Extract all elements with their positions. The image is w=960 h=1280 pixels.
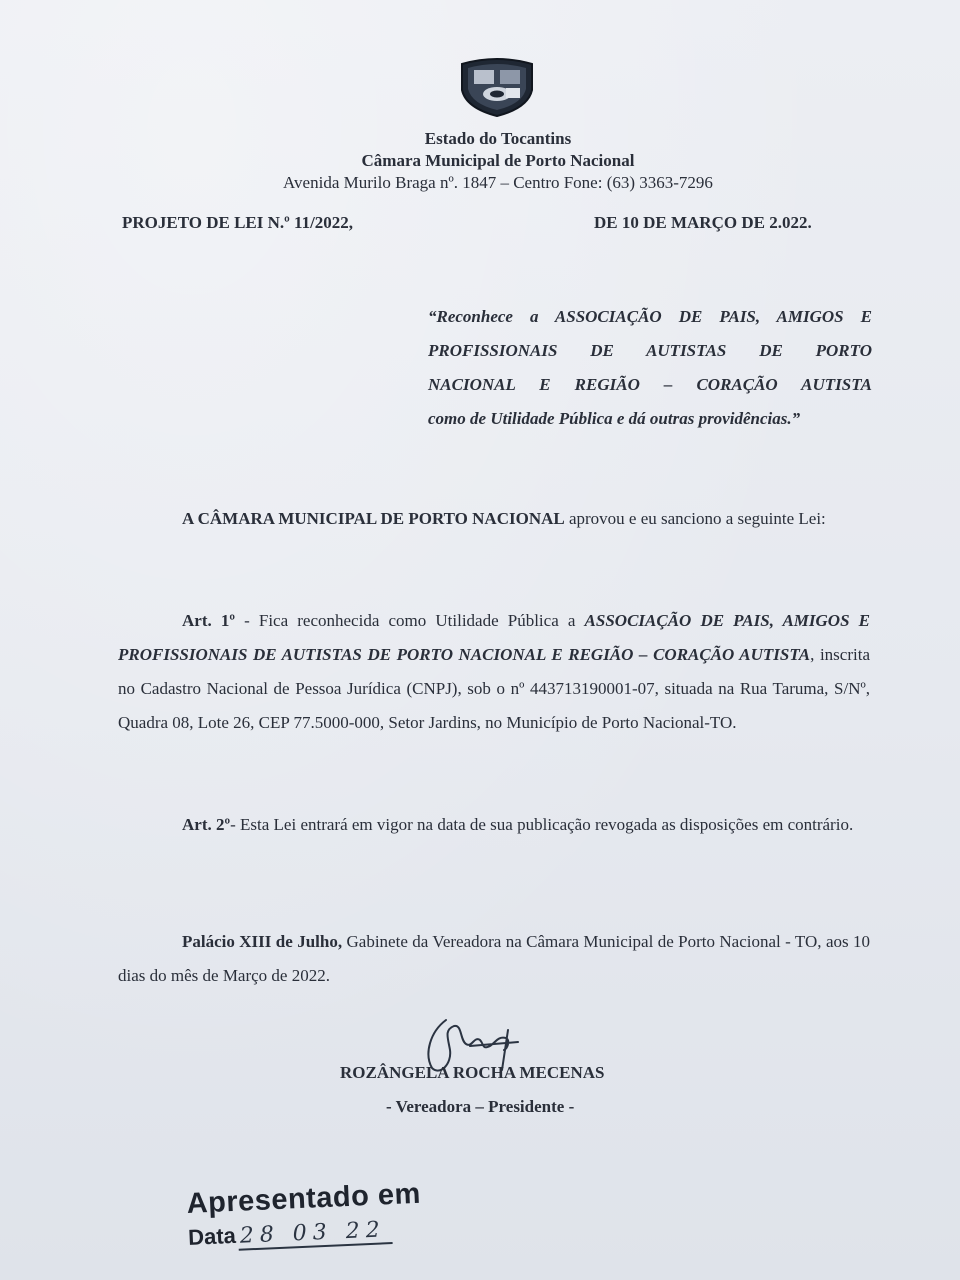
summary-line: como de Utilidade Pública e dá outras providências.” (428, 409, 801, 428)
summary-line: “Reconhece a ASSOCIAÇÃO DE PAIS, AMIGOS E (428, 307, 872, 326)
stamp-date-label: Data (187, 1222, 237, 1250)
letterhead (0, 128, 960, 194)
closing-text: Gabinete da Vereadora na Câmara Municipal de Porto Nacional - TO, aos 10 dias do mês de Março de 2022. (118, 932, 871, 985)
article-2-label: Art. 2º (182, 815, 231, 834)
article-1-text: - Fica reconhecida como Utilidade Pública a (234, 611, 585, 630)
article-1-label: Art. 1º (182, 611, 235, 630)
chamber-name-bold: A CÂMARA MUNICIPAL DE PORTO NACIONAL (182, 509, 565, 528)
article-1 (118, 604, 870, 740)
signatory-role: - Vereadora – Presidente - (386, 1097, 575, 1116)
bill-date: DE 10 DE MARÇO DE 2.022. (594, 213, 812, 232)
entity-name: ASSOCIAÇÃO DE PAIS, AMIGOS E PROFISSIONAIS DE AUTISTAS DE PORTO NACIONAL E REGIÃO – CORAÇÃO AUTISTA (118, 611, 870, 664)
closing-place-date (118, 925, 870, 993)
stamp-title: Apresentado em (186, 1177, 422, 1220)
municipal-crest-icon (458, 56, 536, 118)
stamp-date-value: 28 03 22 (237, 1217, 392, 1251)
stamp-date-row (188, 1215, 423, 1255)
bill-summary (428, 300, 872, 436)
chamber-address: Avenida Murilo Braga nº. 1847 – Centro Fone: (63) 3363-7296 (283, 173, 713, 192)
summary-line: NACIONAL E REGIÃO – CORAÇÃO AUTISTA (428, 375, 872, 394)
bill-number: PROJETO DE LEI N.º 11/2022, (122, 213, 354, 232)
article-2-text: - Esta Lei entrará em vigor na data de sua publicação revogada as disposições em contrário. (230, 815, 854, 834)
summary-line: PROFISSIONAIS DE AUTISTAS DE PORTO (428, 341, 872, 360)
palace-name: Palácio XIII de Julho, (182, 932, 343, 951)
state-name: Estado do Tocantins (424, 129, 572, 148)
enactment-text: aprovou e eu sanciono a seguinte Lei: (564, 509, 826, 528)
article-2 (118, 808, 870, 842)
signatory-name: ROZÂNGELA ROCHA MECENAS (340, 1063, 605, 1082)
enactment-clause (118, 502, 870, 536)
presented-stamp (186, 1178, 423, 1255)
article-1-details: , inscrita no Cadastro Nacional de Pessoa Jurídica (CNPJ), sob o nº 443713190001-07, situada na Rua Taruma, S/Nº, Quadra 08, Lote 26, CEP 77.5000-000, Setor Jardins, no Município de Porto Nacional-TO. (118, 645, 870, 732)
chamber-name: Câmara Municipal de Porto Nacional (361, 151, 635, 170)
